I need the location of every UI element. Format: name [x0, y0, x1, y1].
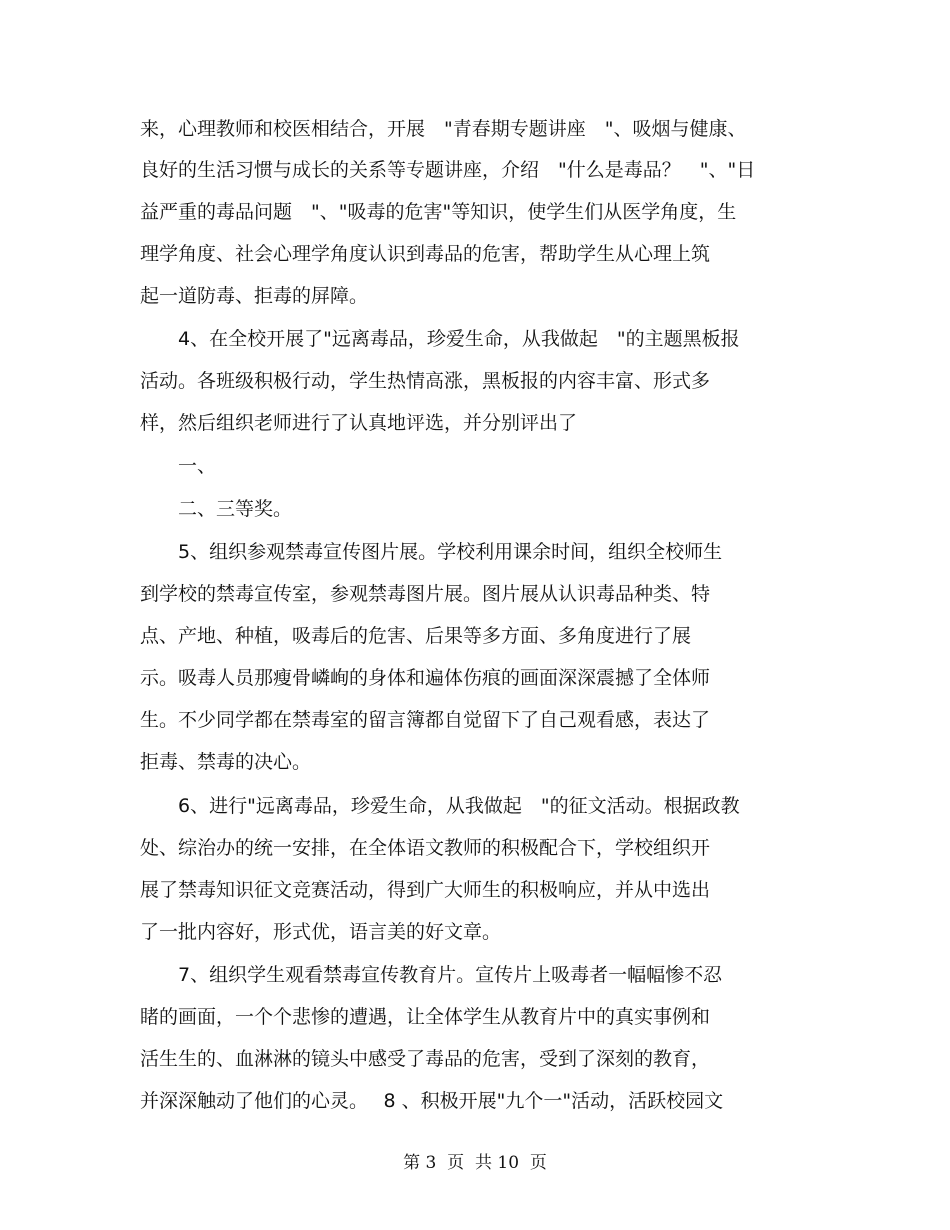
text-line: 起一道防毒、拒毒的屏障。	[140, 285, 369, 307]
text-line: 样，然后组织老师进行了认真地评选，并分别评出了	[140, 412, 578, 434]
text-line: 活动。各班级积极行动，学生热情高涨，黑板报的内容丰富、形式多	[140, 370, 711, 392]
text-line: 理学角度、社会心理学角度认识到毒品的危害，帮助学生从心理上筑	[140, 243, 711, 265]
text-line: 活生生的、血淋淋的镜头中感受了毒品的危害，受到了深刻的教育，	[140, 1048, 711, 1070]
text-line: 生。不少同学都在禁毒室的留言簿都自觉留下了自己观看感，表达了	[140, 709, 711, 731]
text-line: 6、进行"远离毒品，珍爱生命，从我做起 "的征文活动。根据政教	[140, 795, 740, 817]
text-line: 7、组织学生观看禁毒宣传教育片。宣传片上吸毒者一幅幅惨不忍	[140, 964, 723, 986]
text-line: 拒毒、禁毒的决心。	[140, 751, 312, 773]
text-line: 点、产地、种植，吸毒后的危害、后果等多方面、多角度进行了展	[140, 625, 692, 647]
text-line: 二、三等奖。	[140, 498, 293, 520]
text-line: 一、	[140, 455, 217, 477]
text-line: 来，心理教师和校医相结合，开展 "青春期专题讲座 "、吸烟与健康、	[140, 118, 747, 140]
page-number-footer: 第 3 页 共 10 页	[403, 1153, 547, 1173]
text-line: 益严重的毒品问题 "、"吸毒的危害"等知识，使学生们从医学角度，生	[140, 201, 737, 223]
text-line: 了一批内容好，形式优，语言美的好文章。	[140, 921, 502, 943]
text-line: 5、组织参观禁毒宣传图片展。学校利用课余时间，组织全校师生	[140, 541, 723, 563]
text-line: 到学校的禁毒宣传室，参观禁毒图片展。图片展从认识毒品种类、特	[140, 583, 711, 605]
text-line: 睹的画面，一个个悲惨的遭遇，让全体学生从教育片中的真实事例和	[140, 1006, 711, 1028]
text-line: 处、综治办的统一安排，在全体语文教师的积极配合下，学校组织开	[140, 837, 711, 859]
text-line: 展了禁毒知识征文竞赛活动，得到广大师生的积极响应，并从中选出	[140, 879, 711, 901]
text-line: 良好的生活习惯与成长的关系等专题讲座，介绍 "什么是毒品？ "、"日	[140, 159, 756, 181]
text-line: 并深深触动了他们的心灵。 8 、积极开展"九个一"活动，活跃校园文	[140, 1090, 724, 1112]
text-line: 示。吸毒人员那瘦骨嶙峋的身体和遍体伤痕的画面深深震撼了全体师	[140, 667, 711, 689]
text-line: 4、在全校开展了"远离毒品，珍爱生命，从我做起 "的主题黑板报	[140, 328, 740, 350]
